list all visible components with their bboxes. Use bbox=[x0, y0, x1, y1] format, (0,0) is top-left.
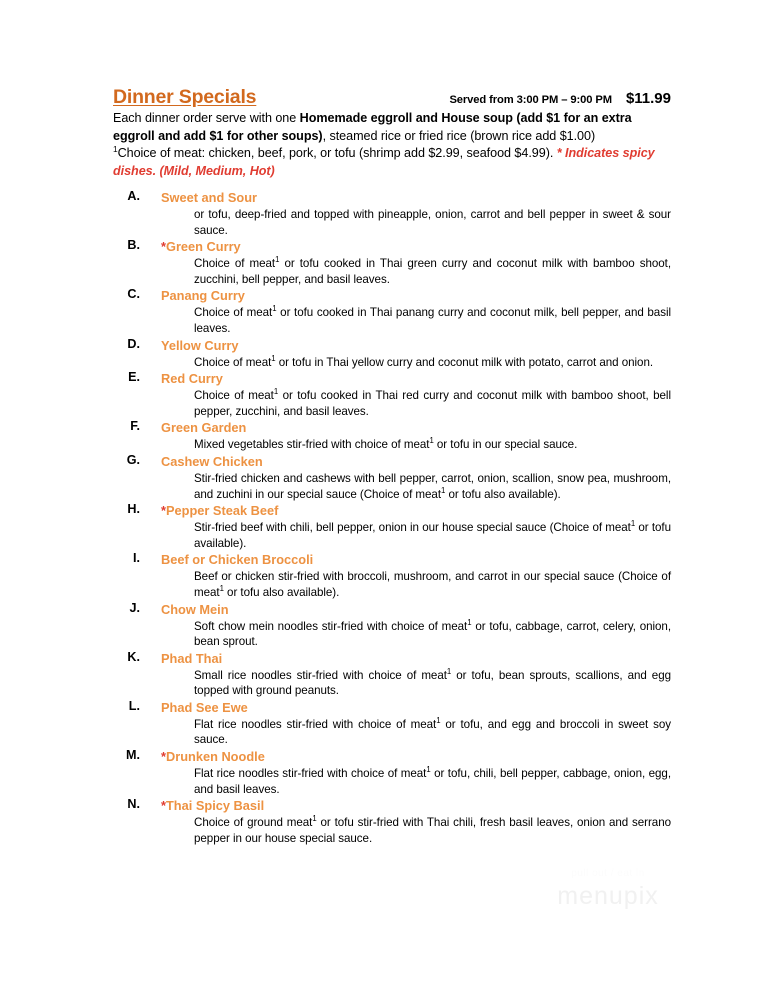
menu-item-description bbox=[161, 471, 671, 502]
menu-item-name-text: Sweet and Sour bbox=[161, 190, 257, 205]
menu-item-name-text: Pepper Steak Beef bbox=[165, 503, 279, 519]
menu-item-letter: B. bbox=[127, 238, 140, 253]
menu-item bbox=[113, 419, 671, 453]
menu-item-description-text-cont: or tofu in Thai yellow curry and coconut milk with potato, carrot and onion. bbox=[275, 355, 654, 369]
menu-item-description bbox=[161, 815, 671, 846]
menu-item-name bbox=[161, 337, 671, 355]
menu-item-description-text-cont: or tofu, bean sprouts, scallions, and egg topped with ground peanuts. bbox=[194, 668, 671, 698]
menu-item-description-text: Choice of meat bbox=[194, 355, 272, 369]
menu-item-description bbox=[161, 388, 671, 419]
header-right-group bbox=[449, 90, 671, 108]
menu-item-description bbox=[161, 569, 671, 600]
menu-item bbox=[113, 453, 671, 502]
menu-item-description-text: Stir-fried chicken and cashews with bell pepper, carrot, onion, scallion, snow pea, mushroom, and zuchini in our special sauce (Choice of meat bbox=[194, 471, 671, 501]
menu-item-description-text: Mixed vegetables stir-fried with choice of meat bbox=[194, 438, 430, 452]
watermark-main-text: menupix bbox=[557, 882, 659, 910]
meat-footnote-marker: 1 bbox=[275, 255, 280, 265]
menu-item-name-text: Yellow Curry bbox=[161, 337, 239, 353]
menu-item-description-text: or tofu, deep-fried and topped with pineapple, onion, carrot and bell pepper in sweet & sour sauce. bbox=[194, 208, 671, 237]
menu-item-name bbox=[161, 189, 671, 207]
menu-items-list bbox=[113, 189, 671, 846]
meat-footnote-marker: 1 bbox=[426, 765, 431, 775]
menu-item bbox=[113, 748, 671, 797]
watermark bbox=[508, 868, 708, 911]
meat-footnote-marker: 1 bbox=[312, 814, 317, 824]
menu-item-name bbox=[161, 502, 671, 520]
meat-footnote-marker: 1 bbox=[272, 304, 277, 314]
menu-item-description-text: Choice of meat bbox=[194, 257, 276, 271]
spicy-star-icon: * bbox=[161, 798, 166, 814]
menu-item-name bbox=[161, 650, 671, 668]
menu-item-name bbox=[161, 238, 671, 256]
menu-item-description-text-cont: or tofu also available). bbox=[445, 487, 561, 501]
menu-item-name-text: Panang Curry bbox=[161, 288, 245, 304]
menu-item bbox=[113, 287, 671, 336]
menu-item-name bbox=[161, 551, 671, 569]
menu-item-description-text-cont: or tofu also available). bbox=[223, 585, 340, 599]
menu-header bbox=[113, 86, 671, 109]
menu-item-description-text: Flat rice noodles stir-fried with choice of meat bbox=[194, 717, 437, 731]
menu-item-name-text: Chow Mein bbox=[161, 601, 229, 617]
intro-footnote-text: Choice of meat: chicken, beef, pork, or tofu (shrimp add $2.99, seafood $4.99). bbox=[117, 146, 557, 160]
menu-item-description-text: Choice of ground meat bbox=[194, 816, 313, 830]
menu-item-letter: N. bbox=[127, 797, 140, 812]
menu-item-letter: H. bbox=[127, 502, 140, 517]
menu-item bbox=[113, 189, 671, 238]
menu-item-letter: L. bbox=[128, 698, 140, 713]
price-label: $11.99 bbox=[625, 90, 671, 107]
menu-item-name-text: Green Curry bbox=[165, 239, 241, 255]
menu-item bbox=[113, 238, 671, 287]
menu-item bbox=[113, 699, 671, 748]
menu-item-description-text-cont: or tofu cooked in Thai panang curry and coconut milk, bell pepper, and basil leaves. bbox=[194, 306, 671, 335]
footnote-marker: 1 bbox=[113, 143, 118, 154]
menu-item bbox=[113, 601, 671, 650]
menu-item-description bbox=[161, 355, 671, 371]
menu-item-letter: F. bbox=[130, 419, 140, 434]
menu-item-description-text: Flat rice noodles stir-fried with choice of meat bbox=[194, 767, 427, 781]
menu-item-letter: A. bbox=[127, 189, 140, 203]
meat-footnote-marker: 1 bbox=[273, 387, 279, 397]
menu-intro bbox=[113, 110, 671, 180]
menu-item-letter: J. bbox=[129, 600, 140, 615]
meat-footnote-marker: 1 bbox=[467, 617, 472, 627]
menu-item-description bbox=[161, 437, 671, 453]
menu-item-letter: G. bbox=[126, 452, 140, 467]
meat-footnote-marker: 1 bbox=[446, 666, 452, 676]
meat-footnote-marker: 1 bbox=[441, 485, 446, 495]
spicy-star-icon: * bbox=[161, 503, 166, 519]
intro-text-b: , steamed rice or fried rice (brown rice add $1.00) bbox=[322, 128, 596, 143]
menu-item bbox=[113, 650, 671, 699]
menu-item-description-text: Choice of meat bbox=[194, 389, 274, 403]
watermark-top-text: pull out / eat in bbox=[571, 868, 645, 879]
intro-text-a: Each dinner order serve with one bbox=[113, 111, 300, 125]
meat-footnote-marker: 1 bbox=[429, 436, 434, 446]
menu-item-letter: I. bbox=[133, 551, 140, 566]
menu-item-description-text-cont: or tofu stir-fried with Thai chili, fresh basil leaves, onion and serrano pepper in our house special sauce. bbox=[194, 816, 672, 845]
menu-item-name-text: Drunken Noodle bbox=[165, 749, 265, 765]
menu-item-description-text: Choice of meat bbox=[194, 306, 273, 320]
intro-text-bold: Homemade eggroll and House soup (add $1 for an extra eggroll and add $1 for other soups) bbox=[113, 111, 632, 143]
menu-content bbox=[113, 86, 671, 846]
menu-item-name-text: Phad See Ewe bbox=[161, 699, 248, 715]
meat-footnote-marker: 1 bbox=[271, 353, 276, 363]
menu-item-description bbox=[161, 207, 671, 238]
menu-item-description-text-cont: or tofu in our special sauce. bbox=[433, 438, 578, 452]
menu-item-description-text: Small rice noodles stir-fried with choice of meat bbox=[194, 668, 447, 682]
menu-item-name bbox=[161, 601, 671, 619]
menu-item-description-text-cont: or tofu available). bbox=[194, 521, 671, 550]
meat-footnote-marker: 1 bbox=[436, 716, 441, 726]
spicy-indicator-note: * Indicates spicy dishes. (Mild, Medium, Hot) bbox=[113, 146, 655, 178]
menu-item-name bbox=[161, 370, 671, 388]
spicy-star-icon: * bbox=[161, 239, 166, 255]
menu-item-name-text: Phad Thai bbox=[161, 650, 223, 666]
menu-item bbox=[113, 551, 671, 600]
menu-item-description-text-cont: or tofu, cabbage, carrot, celery, onion, bean sprout. bbox=[194, 619, 671, 649]
spicy-star-icon: * bbox=[161, 749, 166, 765]
menu-item-description bbox=[161, 305, 671, 336]
menu-item-name bbox=[161, 699, 671, 717]
menu-item bbox=[113, 370, 671, 419]
menu-item-description bbox=[161, 668, 671, 699]
menu-item-description bbox=[161, 520, 671, 551]
menu-item-name bbox=[161, 797, 671, 815]
menu-item-description-text-cont: or tofu, chili, bell pepper, cabbage, onion, egg, and basil leaves. bbox=[194, 767, 671, 796]
menu-item-letter: D. bbox=[127, 336, 140, 351]
menu-item-description-text-cont: or tofu cooked in Thai red curry and coconut milk with bamboo shoot, bell pepper, zucchini, and basil leaves. bbox=[194, 389, 671, 418]
menu-item-name bbox=[161, 453, 671, 471]
meat-footnote-marker: 1 bbox=[219, 584, 224, 594]
menu-item-letter: K. bbox=[127, 649, 140, 664]
page-title: Dinner Specials bbox=[113, 86, 257, 108]
menu-item-name-text: Beef or Chicken Broccoli bbox=[161, 552, 314, 568]
menu-item bbox=[113, 502, 671, 551]
menu-item-description-text: Beef or chicken stir-fried with broccoli, mushroom, and carrot in our special sauce (Choice of meat bbox=[194, 570, 671, 599]
menu-item-name bbox=[161, 419, 671, 437]
menu-item-name-text: Red Curry bbox=[161, 371, 223, 387]
menu-item-description-text: Stir-fried beef with chili, bell pepper, onion in our house special sauce (Choice of meat bbox=[194, 521, 631, 535]
menu-item-description-text-cont: or tofu, and egg and broccoli in sweet soy sauce. bbox=[194, 717, 671, 747]
menu-item-name bbox=[161, 287, 671, 305]
menu-item bbox=[113, 797, 671, 846]
menu-item-name-text: Green Garden bbox=[161, 420, 247, 436]
menu-item-description bbox=[161, 717, 671, 748]
menu-item-letter: C. bbox=[127, 287, 140, 302]
menu-item-letter: E. bbox=[128, 370, 140, 385]
meat-footnote-marker: 1 bbox=[630, 519, 636, 529]
menu-item bbox=[113, 337, 671, 371]
menu-item-letter: M. bbox=[126, 748, 140, 763]
menu-item-description bbox=[161, 256, 671, 287]
served-time-label: Served from 3:00 PM – 9:00 PM bbox=[449, 94, 612, 106]
menu-item-name-text: Thai Spicy Basil bbox=[165, 798, 265, 814]
menu-item-description-text-cont: or tofu cooked in Thai green curry and coconut milk with bamboo shoot, zucchini, bell pepper, and basil leaves. bbox=[194, 257, 671, 286]
menu-item-description-text: Soft chow mein noodles stir-fried with choice of meat bbox=[194, 619, 468, 633]
menu-item-name-text: Cashew Chicken bbox=[161, 453, 263, 469]
menu-item-name bbox=[161, 748, 671, 766]
menu-item-description bbox=[161, 619, 671, 650]
menu-item-description bbox=[161, 766, 671, 797]
